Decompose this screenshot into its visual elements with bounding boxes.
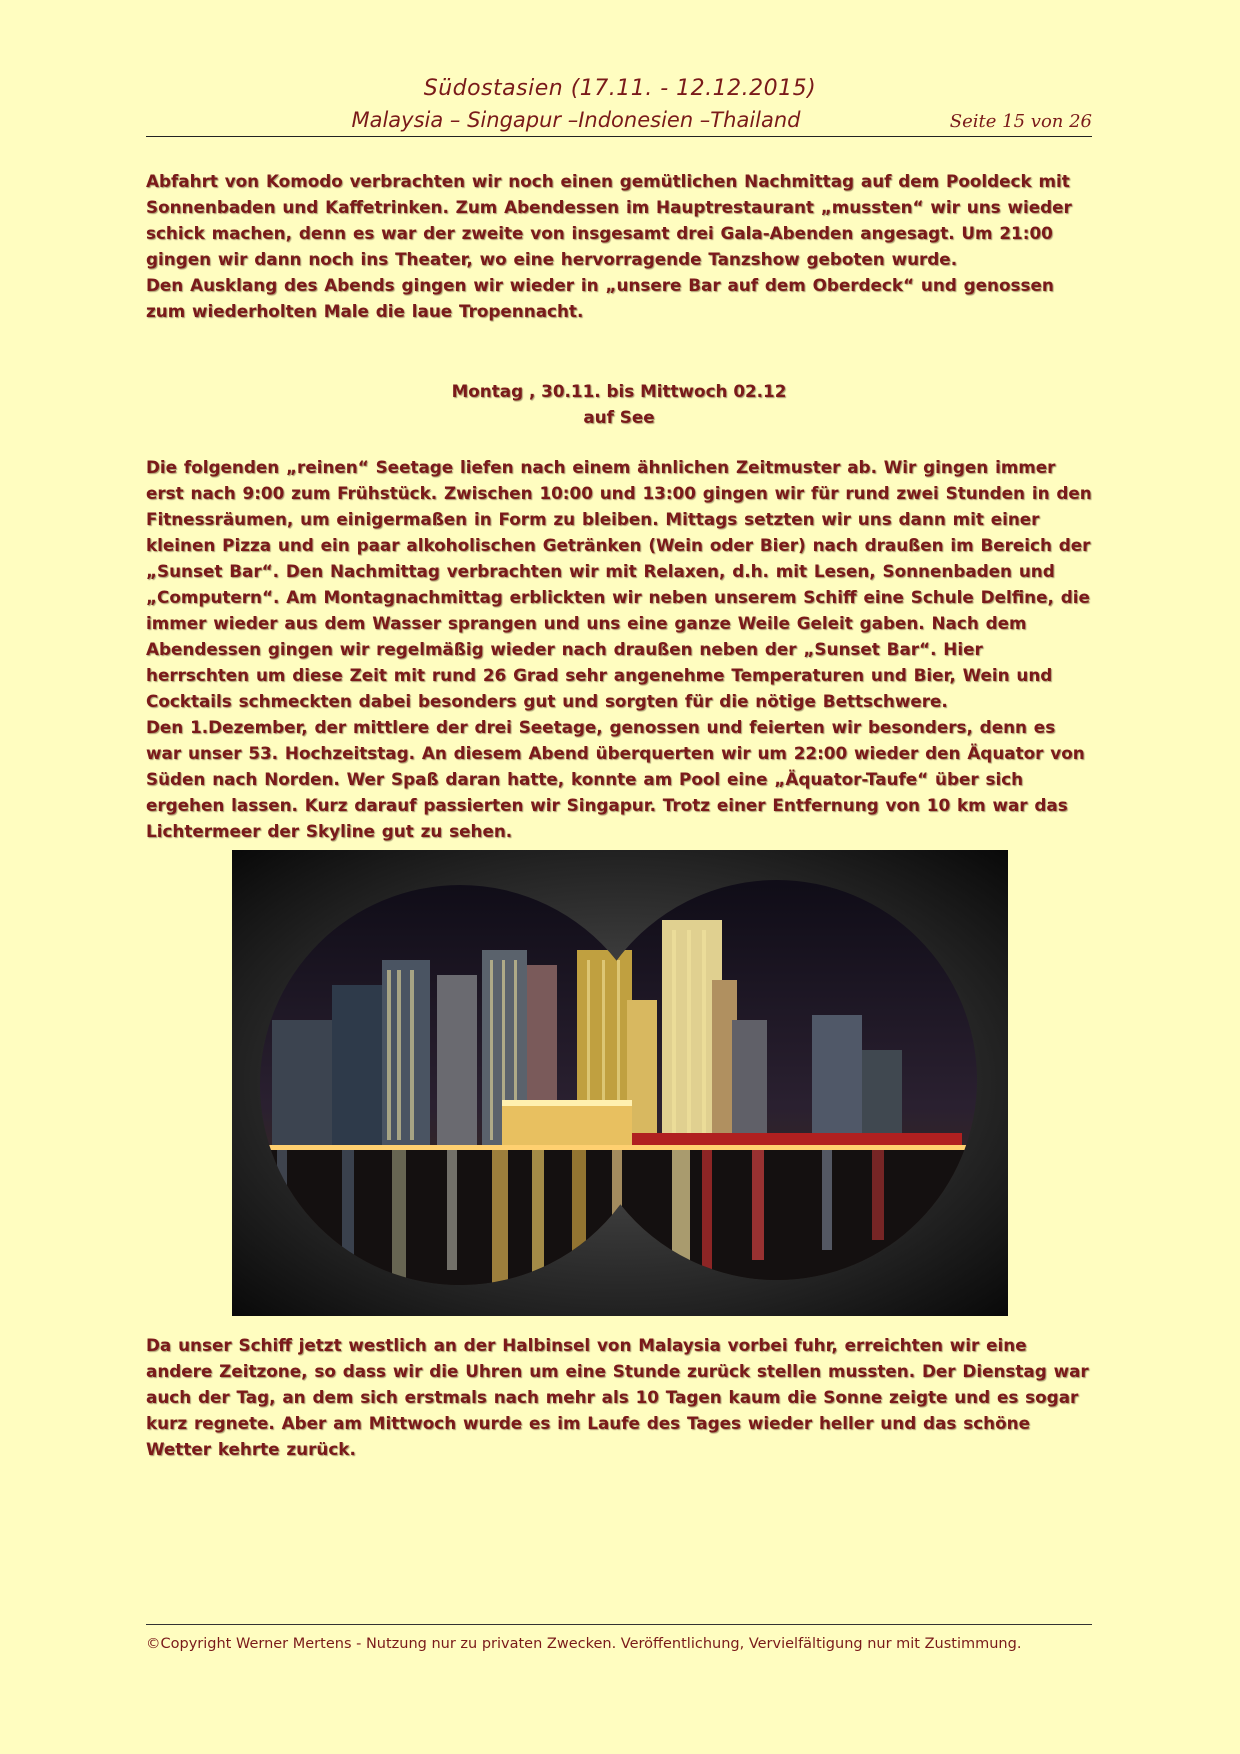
footer-divider xyxy=(146,1624,1092,1625)
section-heading-date: Montag , 30.11. bis Mittwoch 02.12 xyxy=(451,381,787,401)
page-subtitle: Malaysia – Singapur –Indonesien –Thailand xyxy=(351,108,801,132)
footer-copyright: ©Copyright Werner Mertens - Nutzung nur zu privaten Zwecken. Veröffentlichung, Vervielfältigung nur mit Zustimmung. xyxy=(146,1636,1022,1652)
para3-text: Da unser Schiff jetzt westlich an der Halbinsel von Malaysia vorbei fuhr, erreichten wir eine andere Zeitzone, so dass wir die Uhren um eine Stunde zurück stellen mussten. Der Dienstag war auch der Tag, an dem sich erstmals nach mehr als 10 Tagen kaum die Sonne zeigte und es sogar kurz regnete. Aber am Mittwoch wurde es im Laufe des Tages wieder heller und das schöne Wetter kehrte zurück. xyxy=(146,1335,1089,1459)
para2-text: Die folgenden „reinen“ Seetage liefen nach einem ähnlichen Zeitmuster ab. Wir gingen immer erst nach 9:00 zum Frühstück. Zwischen 10:00 und 13:00 gingen wir für rund zwei Stunden in den Fitnessräumen, um einigermaßen in Form zu bleiben. Mittags setzten wir uns dann mit einer kleinen Pizza und ein paar alkoholischen Getränken (Wein oder Bier) nach draußen im Bereich der „Sunset Bar“. Den Nachmittag verbrachten wir mit Relaxen, d.h. mit Lesen, Sonnenbaden und „Computern“. Am Montagnachmittag erblickten wir neben unserem Schiff eine Schule Delfine, die immer wieder aus dem Wasser sprangen und uns eine ganze Weile Geleit gaben. Nach dem Abendessen gingen wir regelmäßig wieder nach draußen neben der „Sunset Bar“. Hier herrschten um diese Zeit mit rund 26 Grad sehr angenehme Temperaturen und Bier, Wein und Cocktails schmeckten dabei besonders gut und sorgten für die nötige Bettschwere. Den 1.Dezember, der mittlere der drei Seetage, genossen und feierten wir besonders, denn es war unser 53. Hochzeitstag. An diesem Abend überquerten wir um 22:00 wieder den Äquator von Süden nach Norden. Wer Spaß daran hatte, konnte am Pool eine „Äquator-Taufe“ über sich ergehen lassen. Kurz darauf passierten wir Singapur. Trotz einer Entfernung von 10 km war das Lichtermeer der Skyline gut zu sehen. xyxy=(146,457,1092,841)
page-number: Seite 15 von 26 xyxy=(949,111,1092,132)
singapore-skyline-photo xyxy=(232,850,1008,1316)
page-title: Südostasien (17.11. - 12.12.2015) xyxy=(423,76,817,101)
paragraph-evening xyxy=(146,168,1092,324)
para1-text: Abfahrt von Komodo verbrachten wir noch einen gemütlichen Nachmittag auf dem Pooldeck mit Sonnenbaden und Kaffetrinken. Zum Abendessen im Hauptrestaurant „mussten“ wir uns wieder schick machen, denn es war der zweite von insgesamt drei Gala-Abenden angesagt. Um 21:00 gingen wir dann noch ins Theater, wo eine hervorragende Tanzshow geboten wurde. Den Ausklang des Abends gingen wir wieder in „unsere Bar auf dem Oberdeck“ und genossen zum wiederholten Male die laue Tropennacht. xyxy=(146,171,1072,321)
paragraph-timezone xyxy=(146,1332,1092,1462)
section-heading-subtitle: auf See xyxy=(583,407,655,427)
paragraph-sea-days xyxy=(146,454,1092,844)
header-subtitle-row xyxy=(146,108,1092,137)
